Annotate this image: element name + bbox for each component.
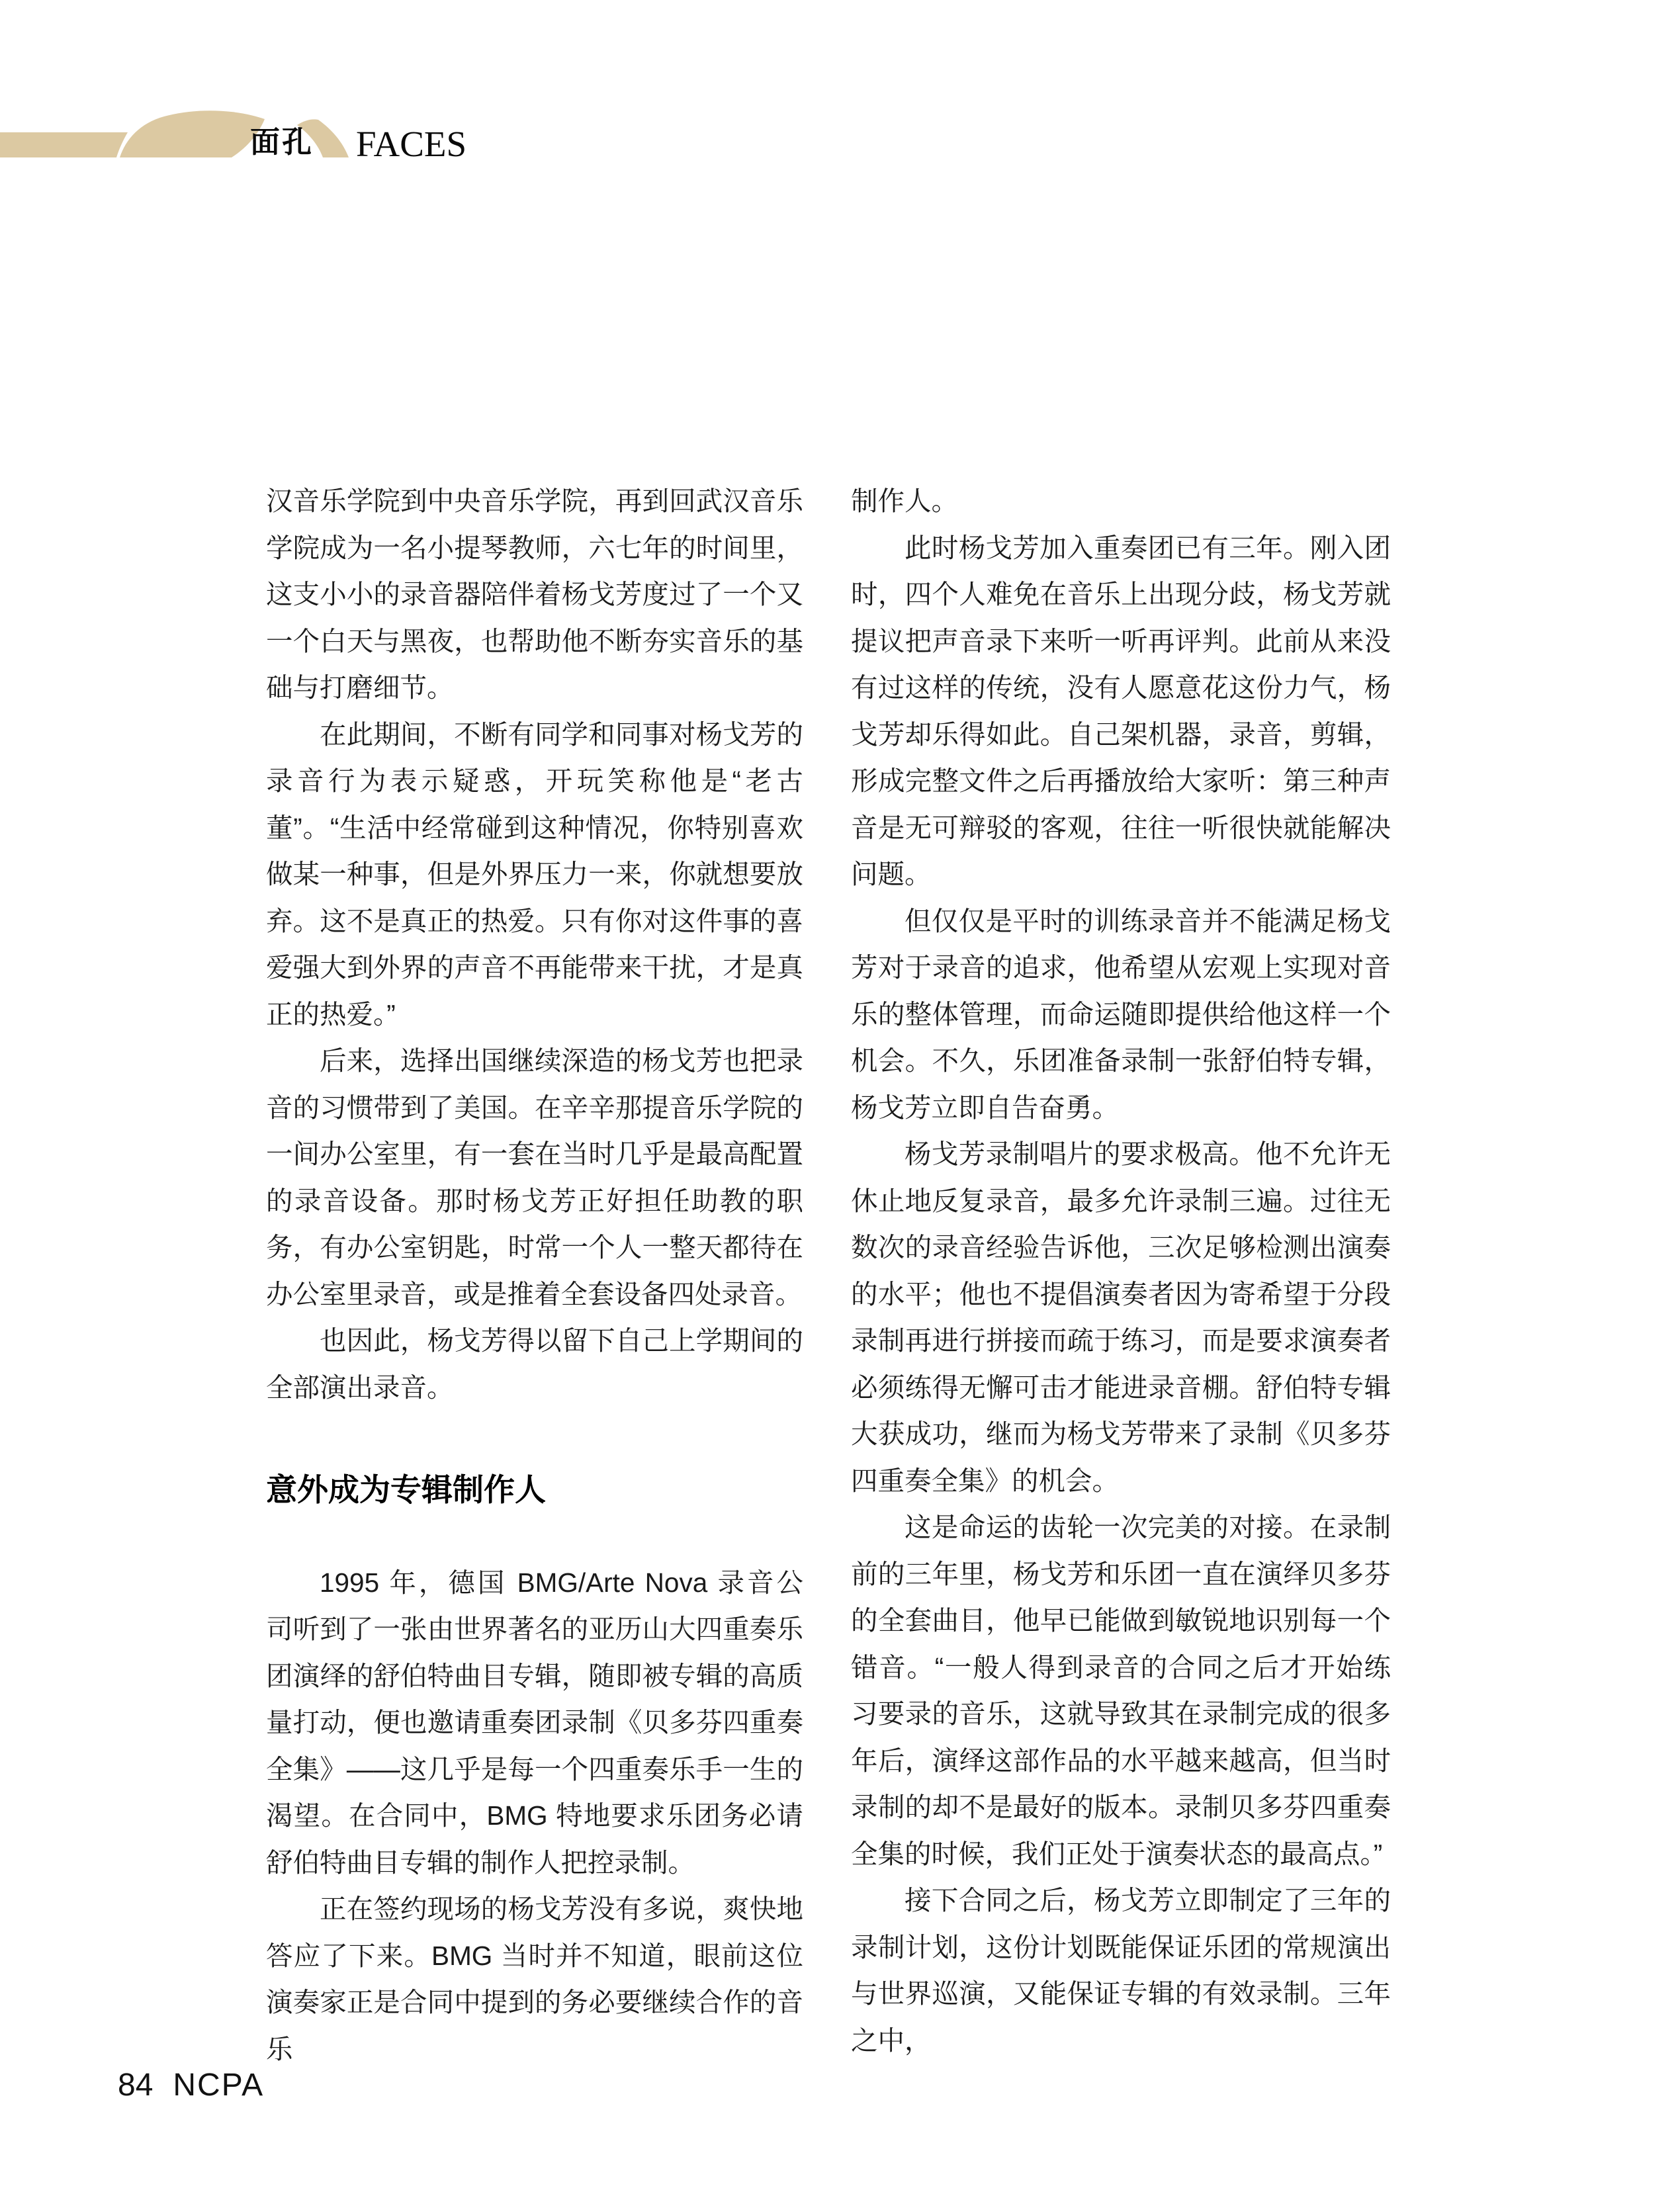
banner-bar-shape bbox=[0, 132, 128, 157]
paragraph: 此时杨戈芳加入重奏团已有三年。刚入团时，四个人难免在音乐上出现分歧，杨戈芳就提议把声音录下来听一听再评判。此前从来没有过这样的传统，没有人愿意花这份力气，杨戈芳却乐得如此。自己架机器，录音，剪辑，形成完整文件之后再播放给大家听：第三种声音是无可辩驳的客观，往往一听很快就能解决问题。 bbox=[851, 532, 1391, 889]
paragraph: 接下合同之后，杨戈芳立即制定了三年的录制计划，这份计划既能保证乐团的常规演出与世界巡演，又能保证专辑的有效录制。三年之中， bbox=[851, 1885, 1391, 2056]
paragraph: 正在签约现场的杨戈芳没有多说，爽快地答应了下来。BMG 当时并不知道，眼前这位演奏家正是合同中提到的务必要继续合作的音乐 bbox=[266, 1894, 803, 2064]
section-title-en: FACES bbox=[356, 124, 467, 164]
paragraph: 在此期间，不断有同学和同事对杨戈芳的录音行为表示疑惑，开玩笑称他是“老古董”。“生活中经常碰到这种情况，你特别喜欢做某一种事，但是外界压力一来，你就想要放弃。这不是真正的热爱。只有你对这件事的喜爱强大到外界的声音不再能带来干扰，才是真正的热爱。” bbox=[266, 719, 803, 1029]
paragraph: 汉音乐学院到中央音乐学院，再到回武汉音乐学院成为一名小提琴教师，六七年的时间里，这支小小的录音器陪伴着杨戈芳度过了一个又一个白天与黑夜，也帮助他不断夯实音乐的基础与打磨细节。 bbox=[266, 486, 803, 703]
article-left-column bbox=[266, 478, 803, 2072]
banner-hill-shape bbox=[120, 110, 265, 157]
section-title-zh: 面孔 bbox=[250, 125, 314, 159]
paragraph: 后来，选择出国继续深造的杨戈芳也把录音的习惯带到了美国。在辛辛那提音乐学院的一间办公室里，有一套在当时几乎是最高配置的录音设备。那时杨戈芳正好担任助教的职务，有办公室钥匙，时常一个人一整天都待在办公室里录音，或是推着全套设备四处录音。 bbox=[266, 1045, 803, 1309]
article-right-column bbox=[851, 478, 1391, 2064]
page-number: 84 bbox=[118, 2068, 154, 2103]
page-footer bbox=[118, 2070, 264, 2101]
paragraph: 但仅仅是平时的训练录音并不能满足杨戈芳对于录音的追求，他希望从宏观上实现对音乐的整体管理，而命运随即提供给他这样一个机会。不久，乐团准备录制一张舒伯特专辑，杨戈芳立即自告奋勇。 bbox=[851, 905, 1391, 1123]
publication-brand: NCPA bbox=[173, 2068, 265, 2103]
paragraph: 杨戈芳录制唱片的要求极高。他不允许无休止地反复录音，最多允许录制三遍。过往无数次的录音经验告诉他，三次足够检测出演奏的水平；他也不提倡演奏者因为寄希望于分段录制再进行拼接而疏于练习，而是要求演奏者必须练得无懈可击才能进录音棚。舒伯特专辑大获成功，继而为杨戈芳带来了录制《贝多芬四重奏全集》的机会。 bbox=[851, 1139, 1391, 1496]
paragraph: 制作人。 bbox=[851, 486, 958, 516]
paragraph: 这是命运的齿轮一次完美的对接。在录制前的三年里，杨戈芳和乐团一直在演绎贝多芬的全套曲目，他早已能做到敏锐地识别每一个错音。“一般人得到录音的合同之后才开始练习要录的音乐，这就导致其在录制完成的很多年后，演绎这部作品的水平越来越高，但当时录制的却不是最好的版本。录制贝多芬四重奏全集的时候，我们正处于演奏状态的最高点。” bbox=[851, 1512, 1391, 1869]
paragraph: 1995 年，德国 BMG/Arte Nova 录音公司听到了一张由世界著名的亚历山大四重奏乐团演绎的舒伯特曲目专辑，随即被专辑的高质量打动，便也邀请重奏团录制《贝多芬四重奏全集》——这几乎是每一个四重奏乐手一生的渴望。在合同中，BMG 特地要求乐团务必请舒伯特曲目专辑的制作人把控录制。 bbox=[266, 1567, 803, 1878]
paragraph: 也因此，杨戈芳得以留下自己上学期间的全部演出录音。 bbox=[266, 1325, 803, 1403]
section-heading: 意外成为专辑制作人 bbox=[266, 1472, 546, 1507]
